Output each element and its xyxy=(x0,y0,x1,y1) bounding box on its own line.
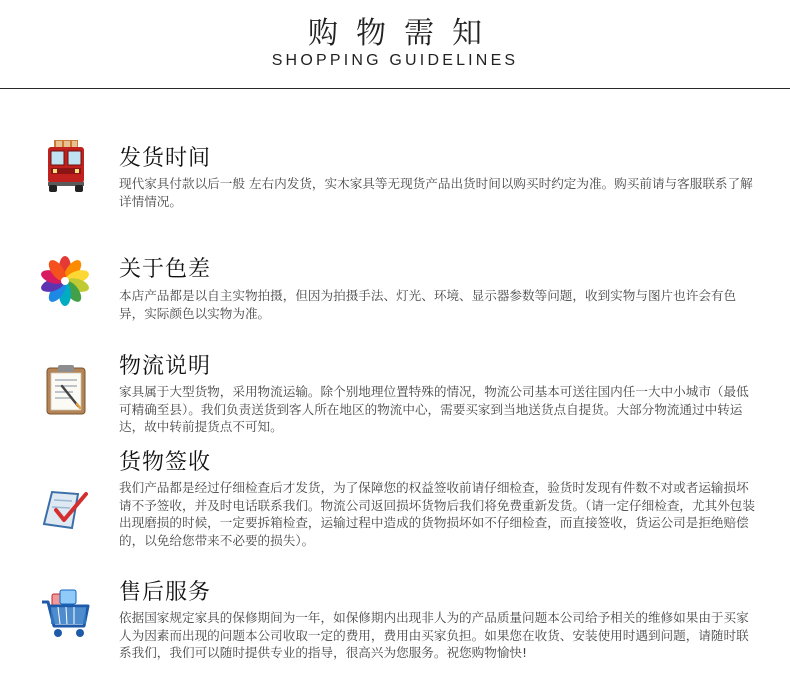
section-color-difference xyxy=(0,250,790,340)
section-goods-receipt xyxy=(0,450,790,560)
section-title: 物流说明 xyxy=(119,354,212,379)
delivery-truck-icon xyxy=(38,138,94,194)
section-after-sales xyxy=(0,580,790,680)
section-title: 关于色差 xyxy=(119,257,212,282)
section-title: 发货时间 xyxy=(119,146,212,171)
section-text: 依据国家规定家具的保修期间为一年，如保修期内出现非人为的产品质量问题本公司给予相关的维修如果由于买家人为因素而出现的问题本公司收取一定的费用，费用由买家负担。如果您在收货、安装使用时遇到问题，请随时联系我们，我们可以随时提供专业的指导，很高兴为您服务。祝您购物愉快! xyxy=(119,610,749,660)
clipboard-icon xyxy=(38,362,94,418)
shopping-cart-icon xyxy=(38,586,94,642)
section-text: 家具属于大型货物，采用物流运输。除个别地理位置特殊的情况，物流公司基本可送往国内任一大中小城市（最低可精确至县）。我们负责送货到客人所在地区的物流中心，需要买家到当地送货点自提货。大部分物流通过中转运达，故中转前提货点不可知。 xyxy=(119,384,749,434)
section-title: 货物签收 xyxy=(119,450,212,475)
page-title: 购物需知 xyxy=(308,16,500,51)
section-logistics xyxy=(0,352,790,442)
section-text: 本店产品都是以自主实物拍摄，但因为拍摄手法、灯光、环境、显示器参数等问题，收到实物与图片也许会有色异，实际颜色以实物为准。 xyxy=(119,288,737,321)
section-text: 我们产品都是经过仔细检查后才发货，为了保障您的权益签收前请仔细检查，验货时发现有件数不对或者运输损坏请不予签收，并及时电话联系我们。物流公司返回损坏货物后我们将免费重新发货。（请一定仔细检查，尤其外包装出现磨损的时候，一定要拆箱检查，运输过程中造成的货物损坏如不仔细检查，而直接签收，货运公司是拒绝赔偿的，以免给您带来不必要的损失）。 xyxy=(119,480,755,548)
color-wheel-icon xyxy=(38,253,94,309)
checkmark-document-icon xyxy=(38,480,94,536)
page-header xyxy=(0,0,790,90)
page-subtitle: SHOPPING GUIDELINES xyxy=(271,52,519,69)
section-text: 现代家具付款以后一般 左右内发货，实木家具等无现货产品出货时间以购买时约定为准。购买前请与客服联系了解详情情况。 xyxy=(119,176,753,209)
section-title: 售后服务 xyxy=(119,580,212,605)
header-divider xyxy=(0,88,790,89)
section-delivery-time xyxy=(0,136,790,226)
